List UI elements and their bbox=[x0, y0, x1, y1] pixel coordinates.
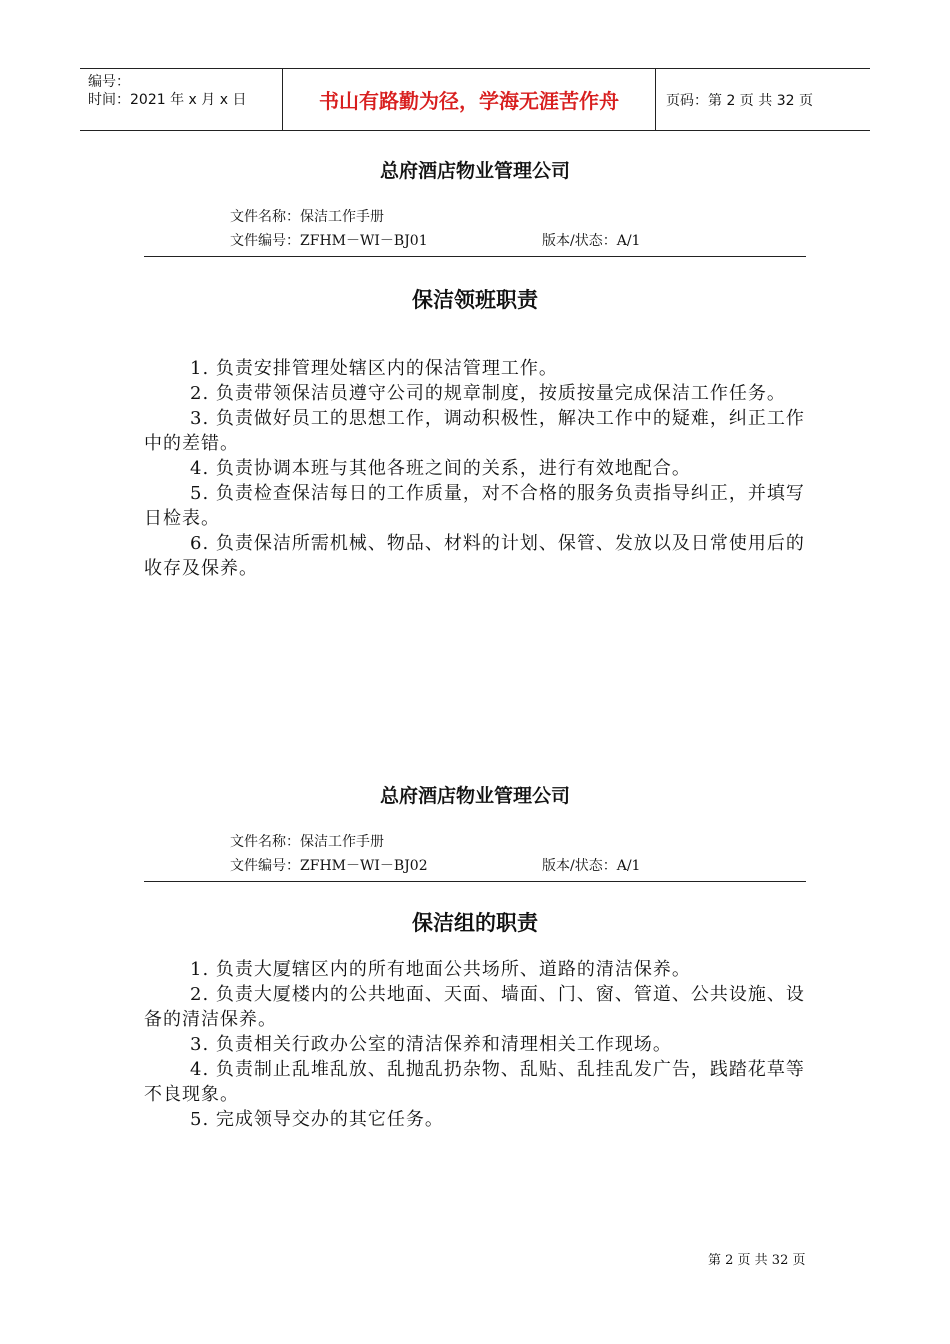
section-title: 保洁组的职责 bbox=[412, 911, 538, 935]
list-item: 1. 负责安排管理处辖区内的保洁管理工作。 bbox=[190, 358, 558, 379]
list-item: 2. 负责带领保洁员遵守公司的规章制度，按质按量完成保洁工作任务。 bbox=[190, 383, 786, 404]
list-item: 3. 负责相关行政办公室的清洁保养和清理相关工作现场。 bbox=[190, 1034, 672, 1055]
list-item: 6. 负责保洁所需机械、物品、材料的计划、保管、发放以及日常使用后的收存及保养。 bbox=[144, 533, 805, 579]
doc-number: 文件编号：ZFHM－WI－BJ01 bbox=[230, 233, 428, 249]
header-info-cell bbox=[80, 69, 282, 130]
doc-meta bbox=[230, 830, 640, 878]
section-title: 保洁领班职责 bbox=[412, 288, 538, 312]
list-item: 3. 负责做好员工的思想工作，调动积极性，解决工作中的疑难，纠正工作中的差错。 bbox=[144, 408, 805, 454]
list-item: 4. 负责制止乱堆乱放、乱抛乱扔杂物、乱贴、乱挂乱发广告，践踏花草等不良现象。 bbox=[144, 1059, 805, 1105]
header-table bbox=[80, 68, 870, 131]
motto: 书山有路勤为径，学海无涯苦作舟 bbox=[282, 69, 656, 130]
list-item: 4. 负责协调本班与其他各班之间的关系，进行有效地配合。 bbox=[190, 458, 691, 479]
page-label: 页码：第 2 页 共 32 页 bbox=[666, 92, 813, 109]
doc-name: 文件名称：保洁工作手册 bbox=[230, 209, 384, 225]
list-item: 1. 负责大厦辖区内的所有地面公共场所、道路的清洁保养。 bbox=[190, 959, 691, 980]
list-item: 5. 完成领导交办的其它任务。 bbox=[190, 1109, 444, 1130]
doc-meta bbox=[230, 205, 640, 253]
divider bbox=[144, 881, 806, 882]
doc-version: 版本/状态：A/1 bbox=[542, 233, 641, 249]
doc-number: 文件编号：ZFHM－WI－BJ02 bbox=[230, 858, 428, 874]
page-footer: 第 2 页 共 32 页 bbox=[708, 1253, 806, 1268]
list-item: 2. 负责大厦楼内的公共地面、天面、墙面、门、窗、管道、公共设施、设备的清洁保养。 bbox=[144, 984, 805, 1030]
company-name: 总府酒店物业管理公司 bbox=[379, 160, 570, 182]
duty-list bbox=[144, 356, 808, 581]
doc-version: 版本/状态：A/1 bbox=[542, 858, 641, 874]
time-label: 时间：2021 年 x 月 x 日 bbox=[88, 92, 247, 108]
duty-list bbox=[144, 957, 808, 1132]
divider bbox=[144, 256, 806, 257]
number-label: 编号： bbox=[88, 74, 130, 90]
doc-name: 文件名称：保洁工作手册 bbox=[230, 834, 384, 850]
company-name: 总府酒店物业管理公司 bbox=[379, 785, 570, 807]
list-item: 5. 负责检查保洁每日的工作质量，对不合格的服务负责指导纠正，并填写日检表。 bbox=[144, 483, 805, 529]
